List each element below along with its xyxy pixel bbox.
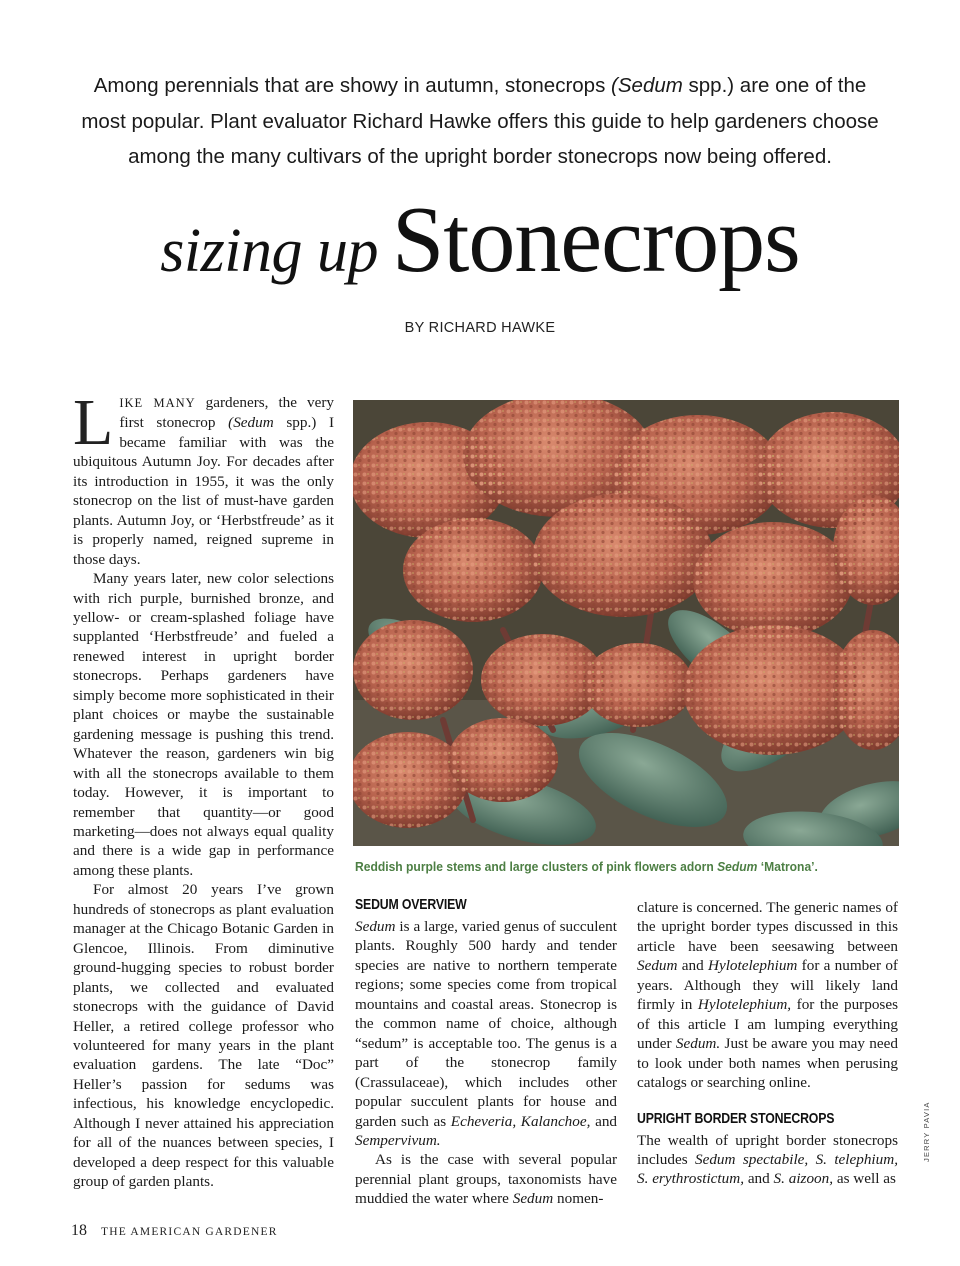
intro-deck: Among perennials that are showy in autumn, stonecrops (Sedum spp.) are one of the most popular. Plant evaluator Richard Hawke offers this guide to help gardeners choose among the many cultivars of the upright border stonecrops now being offered. xyxy=(81,74,879,168)
magazine-name: THE AMERICAN GARDENER xyxy=(101,1226,278,1238)
paragraph-2: Many years later, new color selections with rich purple, burnished bronze, and yellow- or cream-splashed foliage have supplanted ‘Herbstfreude’ and fueled a renewed interest in upright border stonecrops. Perhaps gardeners have simply become more sophisticated in their plant choices or maybe the sustainable gardening message is pushing this trend. Whatever the reason, gardeners win big with all the stonecrops available to them today. However, it is important to remember that quantity—or good marketing—does not always equal quality and there is a wide gap in performance among these plants. xyxy=(73,570,334,879)
paragraph-overview-2: As is the case with several popular perennial plant groups, taxonomists have muddied the water where Sedum nomen- xyxy=(355,1151,617,1208)
paragraph-nomenclature: clature is concerned. The generic names of the upright border types discussed in this article have been seesawing between Sedum and Hylotelephium for a number of years. Although they will likely land firmly in Hylotelephium, for the purposes of this article I am lumping everything under Sedum. Just be aware you may need to look under both names when perusing catalogs or searching online. xyxy=(637,899,898,1092)
photo-credit: JERRY PAVIA xyxy=(922,1101,931,1162)
photo-caption: Reddish purple stems and large clusters of pink flowers adorn Sedum ‘Matrona’. xyxy=(355,859,818,874)
paragraph-overview-1: Sedum is a large, varied genus of succulent plants. Roughly 500 hardy and tender species are native to northern temperate regions; some species come from tropical mountains and coastal areas. Stonecrop is the common name of choice, although “sedum” is acceptable too. The genus is a part of the stonecrop family (Crassulaceae), which includes other popular succulent plants for house and garden such as Echeveria, Kalanchoe, and Sempervivum. xyxy=(355,918,618,1149)
section-heading-upright: UPRIGHT BORDER STONECROPS xyxy=(637,1109,835,1127)
column-2 xyxy=(355,895,617,1209)
section-heading-overview: SEDUM OVERVIEW xyxy=(355,896,467,913)
lead-in: IKE MANY xyxy=(119,396,196,410)
intro-genus: (Sedum xyxy=(611,74,683,97)
drop-cap: L xyxy=(73,386,114,459)
page-footer xyxy=(71,1222,278,1240)
column-1 xyxy=(73,386,335,1192)
paragraph-3: For almost 20 years I’ve grown hundreds of stonecrops as plant evaluation manager at the Chicago Botanic Garden in Glencoe, Illinois. From diminutive ground-hugging species to robust border plants, we collected and evaluated stonecrops with the guidance of David Heller, a retired college professor who volunteered for many years in the plant evaluation gardens. The late “Doc” Heller’s passion for sedums was infectious, his knowledge encyclopedic. Although I never attained his appreciation for all of the nuances between species, I developed a deep respect for this valuable group of garden plants. xyxy=(73,881,334,1191)
byline: BY RICHARD HAWKE xyxy=(404,320,556,336)
title-italic: sizing up xyxy=(160,217,378,285)
paragraph-upright: The wealth of upright border stonecrops includes Sedum spectabile, S. telephium, S. erythrostictum, and S. aizoon, as well as xyxy=(637,1131,898,1188)
paragraph-1: LIKE MANY gardeners, the very first stonecrop (Sedum spp.) I became familiar with was the ubiquitous Autumn Joy. For decades after its introduction in 1955, it was the only stonecrop on the list of must-have garden plants. Autumn Joy, or ‘Herbstfreude’ as it is properly named, reigned supreme in those days. xyxy=(73,386,335,568)
article-title xyxy=(0,186,960,294)
sedum-photo xyxy=(353,400,899,846)
page-number: 18 xyxy=(71,1222,87,1239)
title-main: Stonecrops xyxy=(391,188,800,292)
column-3 xyxy=(637,898,898,1189)
sedum-flower-illustration xyxy=(353,400,899,846)
